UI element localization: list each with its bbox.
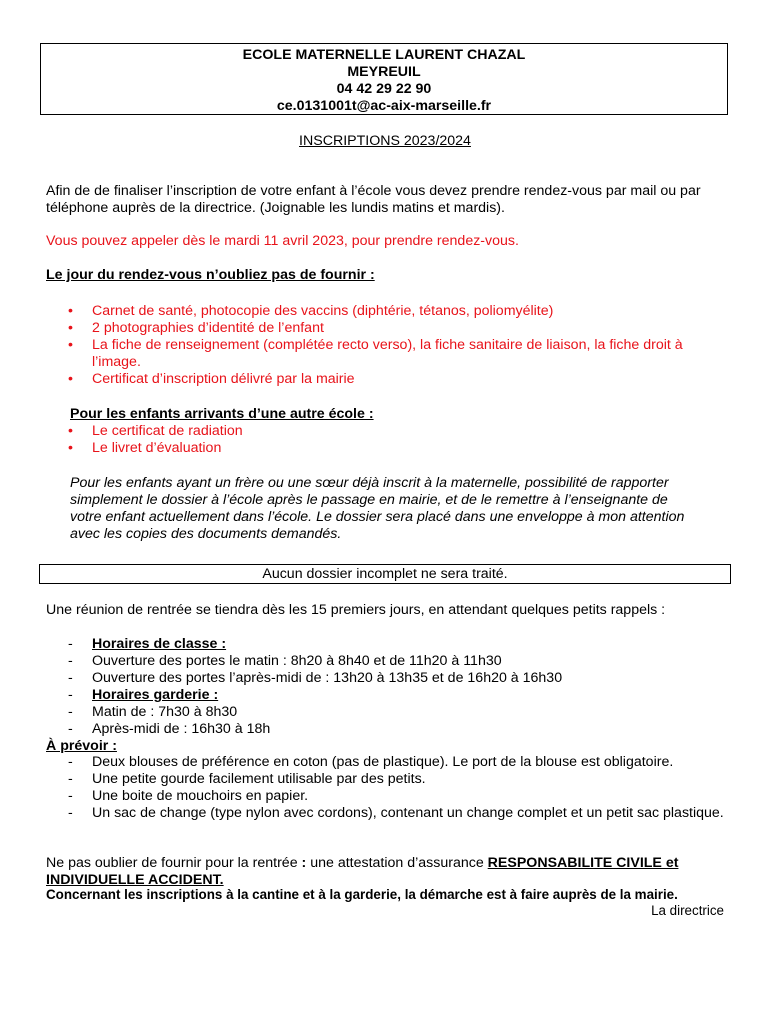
class-hours-heading: Horaires de classe : (92, 636, 227, 652)
list-item: - Ouverture des portes l’après-midi de : 13h20 à 13h35 et de 16h20 à 16h30 (68, 670, 563, 686)
incomplete-notice-box (39, 564, 731, 584)
list-item: • Certificat d’inscription délivré par la mairie (68, 371, 355, 387)
insurance-note: Ne pas oublier de fournir pour la rentrée : une attestation d’assurance RESPONSABILITE CIVILE et INDIVIDUELLE ACCIDENT. (46, 855, 679, 888)
school-email: ce.0131001t@ac-aix-marseille.fr (276, 98, 492, 114)
school-town: MEYREUIL (347, 64, 421, 80)
list-item: - Matin de : 7h30 à 8h30 (68, 704, 238, 720)
list-item: - Deux blouses de préférence en coton (pas de plastique). Le port de la blouse est obligatoire. (68, 754, 674, 770)
documents-list (46, 303, 726, 388)
school-name: ECOLE MATERNELLE LAURENT CHAZAL (242, 47, 526, 63)
signature: La directrice (651, 903, 724, 918)
list-item: - Horaires garderie : (68, 687, 219, 703)
list-item: - Horaires de classe : (68, 636, 227, 652)
provide-list (46, 754, 726, 822)
provide-heading: À prévoir : (46, 738, 117, 754)
page-title: INSCRIPTIONS 2023/2024 (299, 133, 471, 149)
list-item: - Après-midi de : 16h30 à 18h (68, 721, 271, 737)
list-item: - Une petite gourde facilement utilisable par des petits. (68, 771, 426, 787)
canteen-note: Concernant les inscriptions à la cantine et à la garderie, la démarche est à faire auprès de la mairie. (46, 887, 678, 902)
insurance-emphasis: RESPONSABILITE CIVILE et INDIVIDUELLE ACCIDENT. (46, 855, 679, 888)
daycare-hours-heading: Horaires garderie : (92, 687, 219, 703)
list-item: • 2 photographies d’identité de l’enfant (68, 320, 324, 336)
call-notice: Vous pouvez appeler dès le mardi 11 avril 2023, pour prendre rendez-vous. (46, 233, 519, 249)
incomplete-notice: Aucun dossier incomplet ne sera traité. (262, 566, 508, 582)
bullet-icon: • (68, 423, 73, 439)
list-item: • Le livret d’évaluation (68, 440, 222, 456)
siblings-note: Pour les enfants ayant un frère ou une sœur déjà inscrit à la maternelle, possibilité de rapporter simplement le dossier à l’école après le passage en mairie, et de le remettre à l’enseignante de votre enfant actuellement dans l’école. Le dossier sera placé dans une enveloppe à mon attention avec les copies des documents demandés. (70, 475, 685, 542)
bullet-icon: • (68, 440, 73, 456)
school-phone: 04 42 29 22 90 (336, 81, 432, 97)
school-header-box (40, 43, 728, 115)
transfer-heading: Pour les enfants arrivants d’une autre école : (70, 406, 374, 422)
bullet-icon: • (68, 337, 73, 353)
list-item: - Une boite de mouchoirs en papier. (68, 788, 309, 804)
list-item: - Ouverture des portes le matin : 8h20 à 8h40 et de 11h20 à 11h30 (68, 653, 502, 669)
intro-paragraph: Afin de de finaliser l’inscription de votre enfant à l’école vous devez prendre rendez-vous par mail ou par téléphone auprès de la directrice. (Joignable les lundis matins et mardis). (46, 183, 701, 216)
schedule-list (46, 636, 736, 738)
transfer-list (46, 423, 736, 457)
meeting-intro: Une réunion de rentrée se tiendra dès les 15 premiers jours, en attendant quelques petits rappels : (46, 602, 666, 618)
bullet-icon: • (68, 320, 73, 336)
list-item: • La fiche de renseignement (complétée recto verso), la fiche sanitaire de liaison, la fiche droit à l’image. (68, 337, 683, 370)
documents-heading: Le jour du rendez-vous n’oubliez pas de fournir : (46, 267, 375, 283)
list-item: • Carnet de santé, photocopie des vaccins (diphtérie, tétanos, poliomyélite) (68, 303, 554, 319)
bullet-icon: • (68, 371, 73, 387)
bullet-icon: • (68, 303, 73, 319)
list-item: • Le certificat de radiation (68, 423, 243, 439)
list-item: - Un sac de change (type nylon avec cordons), contenant un change complet et un petit sac plastique. (68, 805, 724, 821)
